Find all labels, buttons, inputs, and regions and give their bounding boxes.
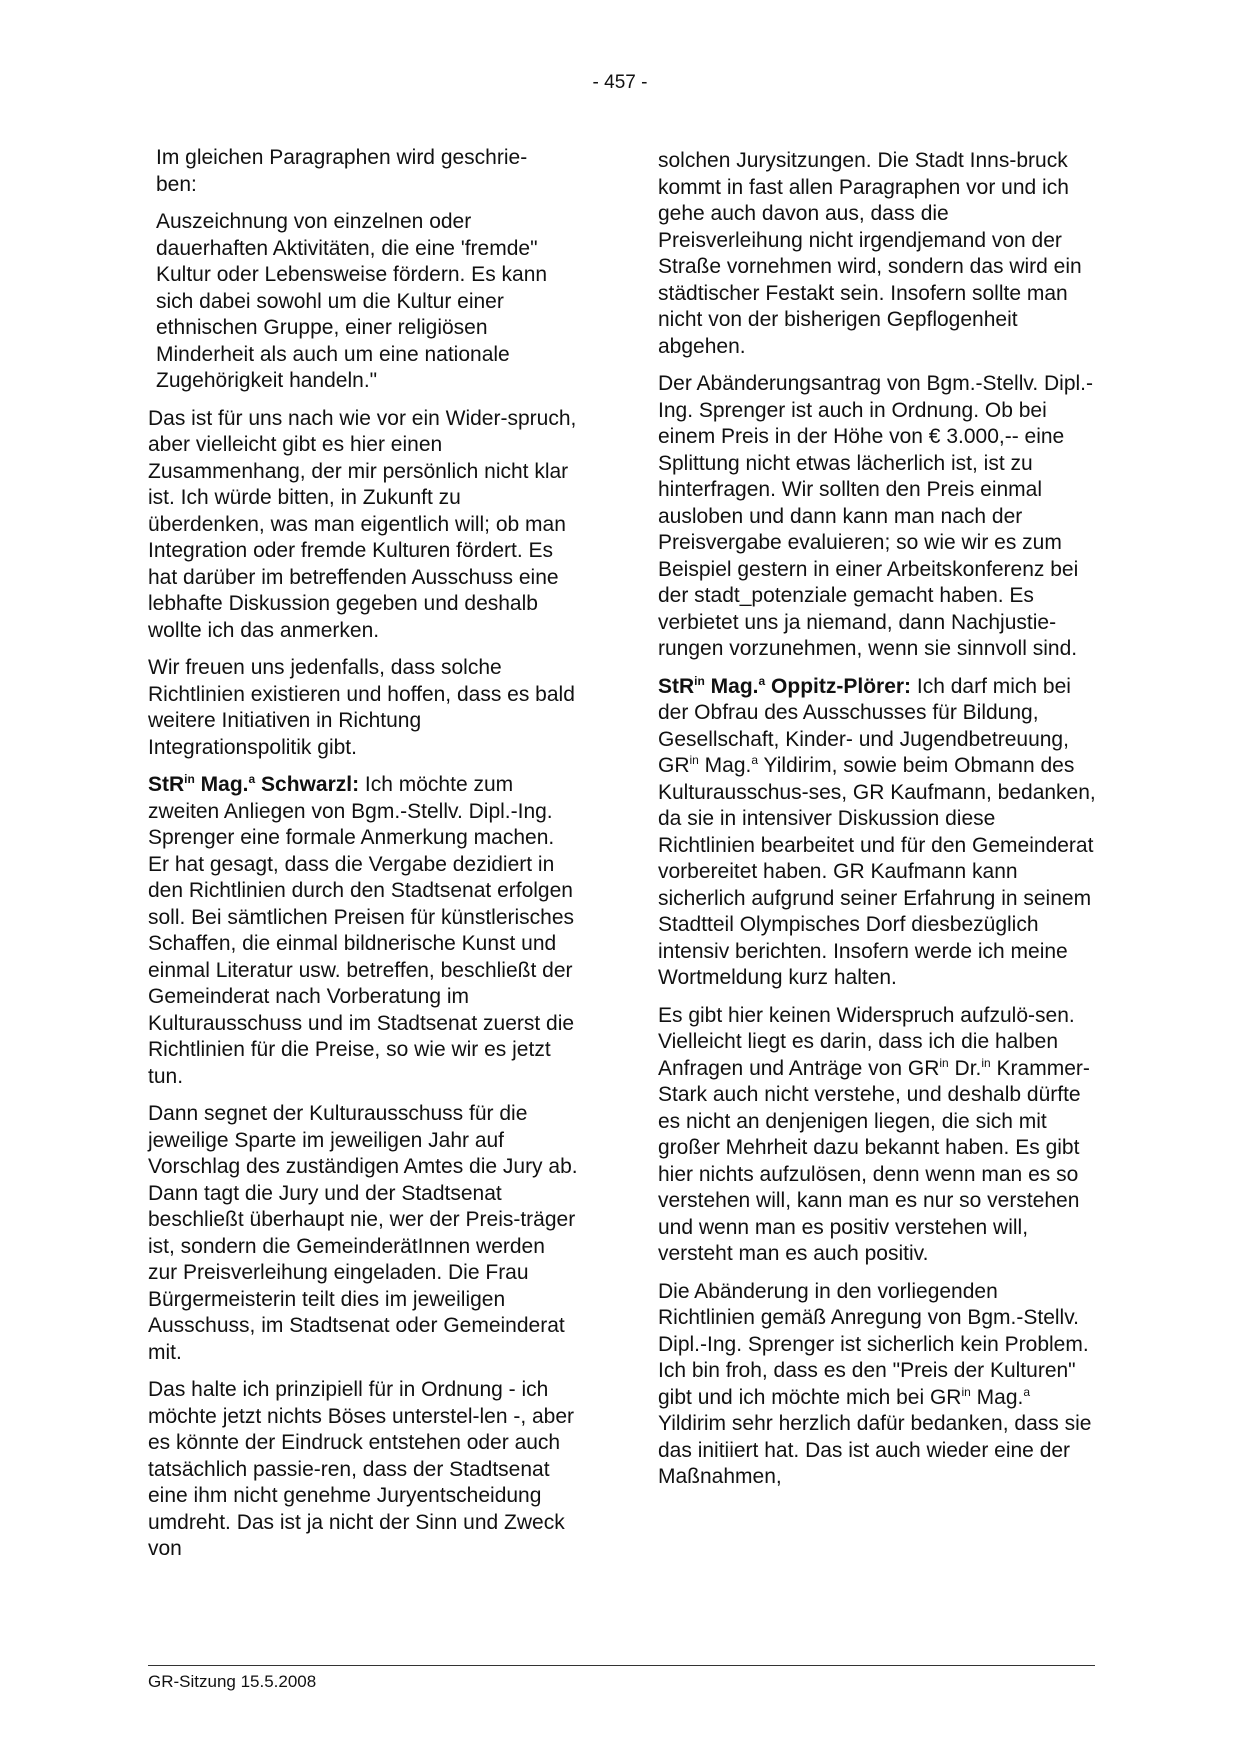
superscript: a: [758, 673, 766, 688]
text-line: Im gleichen Paragraphen wird geschrie-: [156, 146, 528, 169]
superscript: in: [981, 1055, 991, 1070]
superscript: a: [248, 772, 256, 786]
paragraph: Das ist für uns nach wie vor ein Wider-spruch, aber vielleicht gibt es hier einen Zusammenhang, der mir persönlich nicht klar ist. Ich würde bitten, in Zukunft zu überdenken, was man eigentlich will; ob man Integration oder fremde Kulturen fördert. Es hat darüber im betreffenden Ausschuss eine lebhafte Diskussion gegeben und deshalb wollte ich das anmerken.: [148, 406, 577, 642]
speaker-paragraph: [148, 772, 578, 1090]
text-run: Die Abänderung in den vorliegenden Richtlinien gemäß Anregung von Bgm.-Stellv. Dipl.-Ing. Sprenger ist sicherlich kein Problem. Ich bin froh, dass es den "Preis der Kulturen" gibt und ich möchte mich bei GR: [658, 1279, 1089, 1409]
speech-text: Mag.: [698, 754, 752, 777]
text-line: ben:: [156, 172, 197, 196]
paragraph: [658, 1003, 1096, 1268]
superscript: in: [939, 1055, 949, 1070]
superscript: in: [184, 772, 195, 786]
right-column: [658, 148, 1096, 1502]
speaker-paragraph: [658, 674, 1096, 992]
paragraph: [658, 1279, 1096, 1491]
left-column: [148, 145, 578, 1574]
footer-text: GR-Sitzung 15.5.2008: [148, 1672, 317, 1691]
speech-text: Ich darf mich bei der Obfrau des Ausschusses für Bildung, Gesellschaft, Kinder- und Jugendbetreuung, GR: [658, 674, 1071, 777]
speaker-surname: Schwarzl:: [255, 773, 360, 796]
quoted-paragraph: Auszeichnung von einzelnen oder dauerhaften Aktivitäten, die eine 'fremde" Kultur oder Lebensweise fördern. Es kann sich dabei sowohl um die Kultur einer ethnischen Gruppe, einer religiösen Minderheit als auch um eine nationale Zugehörigkeit handeln.": [156, 210, 548, 392]
text-run: Dr.: [948, 1056, 982, 1080]
speaker-title: Mag.: [194, 773, 249, 796]
speech-text: Yildirim, sowie beim Obmann des Kulturausschus-ses, GR Kaufmann, bedanken, da sie in intensiver Diskussion diese Richtlinien bearbeitet und für den Gemeinderat vorbereitet haben. GR Kaufmann kann sicherlich aufgrund seiner Erfahrung in seinem Stadtteil Olympisches Dorf diesbezüglich intensiv berichten. Insofern werde ich meine Wortmeldung kurz halten.: [658, 754, 1096, 989]
speech-text: Ich möchte zum zweiten Anliegen von Bgm.-Stellv. Dipl.-Ing. Sprenger eine formale Anmerkung machen. Er hat gesagt, dass die Vergabe dezidiert in den Richtlinien durch den Stadtsenat erfolgen soll. Bei sämtlichen Preisen für künstlerisches Schaffen, die einmal bildnerische Kunst und einmal Literatur usw. betreffen, beschließt der Gemeinderat nach Vorberatung im Kulturausschuss und im Stadtsenat zuerst die Richtlinien für die Preise, so wie wir es jetzt tun.: [148, 773, 575, 1088]
speaker-title: StR: [658, 674, 695, 698]
paragraph: Der Abänderungsantrag von Bgm.-Stellv. Dipl.-Ing. Sprenger ist auch in Ordnung. Ob bei einem Preis in der Höhe von € 3.000,-- eine Splittung nicht etwas lächerlich ist, ist zu hinterfragen. Wir sollten den Preis einmal ausloben und dann kann man nach der Preisvergabe evaluieren; so wie wir es zum Beispiel gestern in einer Arbeitskonferenz bei der stadt_potenziale gemacht haben. Es verbietet uns ja niemand, dann Nachjustie-rungen vorzunehmen, wenn sie sinnvoll sind.: [658, 372, 1093, 660]
paragraph: Dann segnet der Kulturausschuss für die jeweilige Sparte im jeweiligen Jahr auf Vorschlag des zuständigen Amtes die Jury ab. Dann tagt die Jury und der Stadtsenat beschließt überhaupt nie, wer der Preis-träger ist, sondern die GemeinderätInnen werden zur Preisverleihung eingeladen. Die Frau Bürgermeisterin teilt dies im jeweiligen Ausschuss, im Stadtsenat oder Gemeinderat mit.: [148, 1102, 578, 1364]
text-run: Mag.: [970, 1385, 1024, 1409]
superscript: a: [751, 753, 759, 767]
page-number: - 457 -: [592, 72, 648, 93]
superscript: in: [689, 753, 699, 767]
superscript: in: [961, 1384, 971, 1399]
speaker-surname: Oppitz-Plörer:: [765, 674, 912, 698]
speaker-name: [148, 773, 359, 796]
superscript: in: [694, 673, 705, 688]
superscript: a: [1023, 1384, 1031, 1399]
paragraph: Wir freuen uns jedenfalls, dass solche Richtlinien existieren und hoffen, dass es bald weitere Initiativen in Richtung Integrationspolitik gibt.: [148, 656, 575, 759]
footer-divider: [148, 1665, 1095, 1666]
text-run: Es gibt hier keinen Widerspruch aufzulö-sen. Vielleicht liegt es darin, dass ich die halben Anfragen und Anträge von GR: [658, 1003, 1075, 1080]
paragraph: Das halte ich prinzipiell für in Ordnung - ich möchte jetzt nichts Böses unterstel-len -, aber es könnte der Eindruck entstehen oder auch tatsächlich passie-ren, dass der Stadtsenat eine ihm nicht genehme Juryentscheidung umdreht. Das ist ja nicht der Sinn und Zweck von: [148, 1378, 575, 1560]
speaker-title: Mag.: [704, 674, 759, 698]
text-run: Krammer-Stark auch nicht verstehe, und deshalb dürfte es nicht an denjenigen liegen, die sich mit großer Mehrheit dazu bekannt haben. Es gibt hier nichts aufzulösen, denn wenn man es so verstehen will, kann man es nur so verstehen und wenn man es positiv verstehen will, versteht man es auch positiv.: [658, 1056, 1090, 1265]
speaker-name: [658, 675, 911, 698]
text-run: Yildirim sehr herzlich dafür bedanken, dass sie das initiiert hat. Das ist auch wieder eine der Maßnahmen,: [658, 1412, 1092, 1488]
speaker-title: StR: [148, 773, 185, 796]
paragraph: solchen Jurysitzungen. Die Stadt Inns-bruck kommt in fast allen Paragraphen vor und ich gehe auch davon aus, dass die Preisverleihung nicht irgendjemand von der Straße vornehmen wird, sondern das wird ein städtischer Festakt sein. Insofern sollte man nicht von der bisherigen Gepflogenheit abgehen.: [658, 149, 1082, 358]
paragraph: [148, 145, 578, 198]
